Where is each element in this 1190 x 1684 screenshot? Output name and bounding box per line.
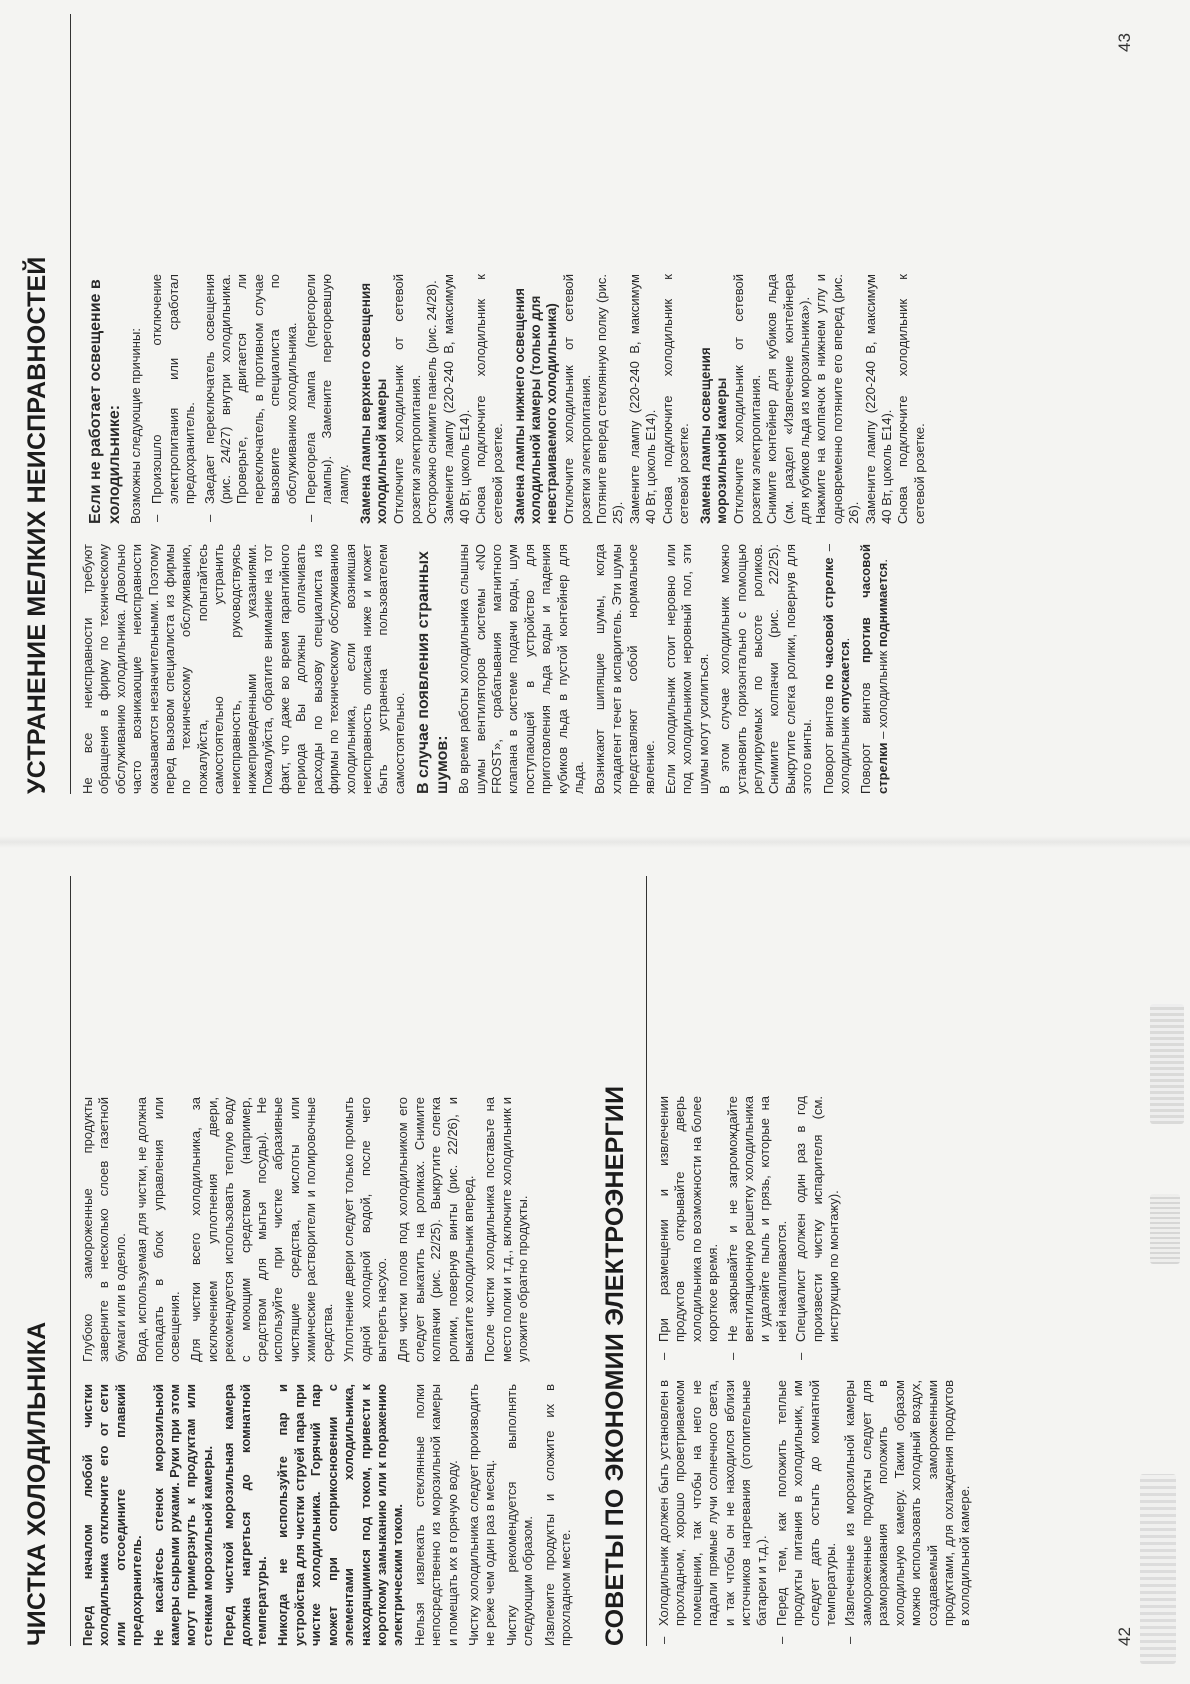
heading-rule [70,876,71,1646]
step: Снова подключите холодильник к сетевой розетке. [895,274,927,524]
step: Замените лампу (220-240 В, максимум 40 Вт, цоколь E14). [626,274,659,524]
text: – холодильник [874,647,890,743]
upper-lamp-heading: Замена лампы верхнего освещения холодильной камеры [358,282,390,524]
paragraph: Извлеките продукты и сложите их в прохладном месте. [541,1384,573,1646]
page-42 [0,842,1190,1684]
light-causes-list [149,274,352,524]
step: Потяните вперед стеклянную полку (рис. 25). [593,274,626,524]
heading-troubleshooting: УСТРАНЕНИЕ МЕЛКИХ НЕИСПРАВНОСТЕЙ [23,256,51,794]
troubleshooting-column-1 [80,544,896,794]
paragraph: Чистку рекомендуется выполнять следующим образом. [503,1384,536,1646]
list-item: – Заедает переключатель освещения (рис. 24/27) внутри холодильника. Проверьте, двигается ли переключатель, в противном случае вызовите специалиста по обслуживанию холодильника. [202,274,300,524]
intro-paragraph: Не все неисправности требуют обращения в фирму по техническому обслуживанию холодильника. Довольно часто возникающие неисправности оказываются незначительными. Поэтому перед вызовом специалиста из фирмы по техническому обслуживанию, пожалуйста, попытайтесь самостоятельно устранить неисправность, руководствуясь нижеприведенными указаниями. Пожалуйста, обратите внимание на тот факт, что даже во время гарантийного периода Вы должны оплачивать расходы по вызову специалиста из фирмы по техническому обслуживанию холодильника, если возникшая неисправность описана ниже и может быть устранена пользователем самостоятельно. [80,544,407,794]
heading-cleaning: ЧИСТКА ХОЛОДИЛЬНИКА [23,1321,51,1646]
paragraph: Чистку холодильника следует производить не реже чем один раз в месяц. [465,1384,498,1646]
step: Снимите контейнер для кубиков льда (см. раздел «Извлечение контейнера для кубиков льда из морозильника»). [764,274,812,524]
step: Замените лампу (220-240 В, максимум 40 Вт, цоколь E14). [440,274,472,524]
list-item: – Перед тем, как положить теплые продукты питания в холодильник, им следует дать остыть до комнатной температуры. [774,1380,840,1646]
gutter-shadow [0,836,1190,848]
paragraph: Уплотнение двери следует только промыть одной холодной водой, после чего вытереть насухо. [341,1097,389,1362]
freezer-lamp-heading: Замена лампы освещения морозильной камеры [698,347,730,524]
paragraph: Поворот винтов по часовой стрелке – холодильник опускается. [820,543,853,794]
step: Нажмите на колпачок в нижнем углу и одновременно потяните его вперед (рис. 26). [813,274,862,524]
saving-column-2 [656,1096,847,1362]
text: по часовой стрелке [820,557,836,690]
step: Замените лампу (220-240 В, максимум 40 Вт, цоколь E14). [862,274,895,524]
text: Поворот винтов [858,662,874,794]
paragraph: Не касайтесь стенок морозильной камеры сырыми руками. Руки при этом могут примерзнуть к продуктам или стенкам морозильной камеры. [150,1384,215,1646]
step: Отключите холодильник от сетевой розетки электропитания. [731,274,763,524]
list-item: – Специалист должен один раз в год произвести чистку испарителя (см. инструкцию по монтажу). [793,1096,842,1362]
paragraph: Перед началом любой чистки холодильника отключите его от сети или отсоедините плавкий предохранитель. [80,1384,145,1646]
paragraph: Вода, используемая для чистки, не должна попадать в блок управления или освещения. [134,1097,183,1362]
heading-rule [646,876,647,1646]
paragraph: Нельзя извлекать стеклянные полки непосредственно из морозильной камеры и помещать их в горячую воду. [411,1384,460,1646]
saving-list-1 [656,1380,974,1646]
heading-energy-saving: СОВЕТЫ ПО ЭКОНОМИИ ЭЛЕКТРОЭНЕРГИИ [601,1085,629,1646]
paragraph: В этом случае холодильник можно установить горизонтально с помощью регулируемых по высоте роликов. Снимите колпачки (рис. 22/25). Выкрутите слегка ролики, повернув для этого винты. [717,544,815,794]
paragraph: Для чистки всего холодильника, за исключением уплотнения двери, рекомендуется использовать теплую воду с моющим средством (например, средством для мытья посуды). Не используйте при чистке абразивные чистящие средства, кислоты или химические растворители и полировочные средства. [188,1097,335,1362]
text: опускается [837,641,853,714]
list-item: – Не закрывайте и не загромождайте вентиляционную решетку холодильника и удаляйте пыль и грязь, которые на ней накапливаются. [725,1096,791,1362]
list-item: – При размещении и извлечении продуктов открывайте дверь холодильника по возможности на более короткое время. [656,1096,722,1362]
text: – холодильник [820,543,853,794]
cleaning-column-1 [80,1384,579,1646]
text: против часовой стрелки [858,544,890,794]
step: Снова подключите холодильник к сетевой розетке. [473,274,505,524]
text: Поворот винтов [820,689,836,794]
paragraph: После чистки холодильника поставьте на место полки и т.д., включите холодильник и уложите обратно продукты. [482,1097,531,1362]
page-number: 42 [1115,1627,1134,1646]
saving-list-2 [656,1096,842,1362]
paragraph: Перед чисткой морозильная камера должна нагреться до комнатной температуры. [221,1384,270,1646]
list-item: – Произошло отключение электропитания или сработал предохранитель. [149,274,198,524]
scan-artifact [1140,1474,1176,1664]
paragraph: Во время работы холодильника слышны шумы вентиляторов системы «NO FROST», срабатывания магнитного клапана в системе подачи воды, шум поступающей в устройство для приготовления льда воды и падения кубиков льда в пустой контейнер для льда. [456,544,586,794]
step: Отключите холодильник от сетевой розетки электропитания. [391,274,423,524]
paragraph: Глубоко замороженные продукты заверните в несколько слоев газетной бумаги или в одеяло. [80,1097,128,1362]
paragraph: Никогда не используйте пар и устройства для чистки струей пара при чистке холодильника. Горячий пар может при соприкосновении с элементами холодильника, находящимися под током, привести к короткому замыканию или к поражению электрическим током. [275,1384,406,1646]
paragraph: Возникают шипящие шумы, когда хладагент течет в испаритель. Эти шумы представляют собой нормальное явление. [592,544,657,794]
list-item: – Извлеченные из морозильной камеры замороженные продукты следует для размораживания положить в холодильную камеру. Таким образом можно использовать холодный воздух, создаваемый замороженными продуктами, для охлаждения продуктов в холодильной камере. [842,1380,973,1646]
light-heading: Если не работает освещение в холодильнике: [87,279,123,524]
step: Осторожно снимите панель (рис. 24/28). [424,280,440,524]
scan-artifact [1150,1004,1184,1124]
list-item: – Перегорела лампа (перегорели лампы). Замените перегоревшую лампу. [303,274,352,524]
text: поднимается [874,562,890,648]
paragraph: Поворот винтов против часовой стрелки – холодильник поднимается. [858,544,890,794]
list-item: – Холодильник должен быть установлен в прохладном, хорошо проветриваемом помещении, так чтобы на него не падали прямые лучи солнечного света, и так чтобы он не находился вблизи источников нагревания (отопительные батареи и т.д.). [656,1380,771,1646]
paragraph: Если холодильник стоит неровно или под холодильником неровный пол, эти шумы могут усилиться. [663,544,711,794]
step: Отключите холодильник от сетевой розетки электропитания. [561,274,593,524]
lower-lamp-heading: Замена лампы нижнего освещения холодильной камеры (только для невстраиваемого холодильника) [512,288,560,524]
page-number: 43 [1115,33,1134,52]
scan-artifact [1150,1194,1180,1264]
paragraph: Для чистки полов под холодильником его следует выкатить на роликах. Снимите колпачки (рис. 22/25). Выкрутите слегка ролики, повернув винты (рис. 22/26), и выкатите холодильник вперед. [395,1097,476,1362]
paragraph: Возможны следующие причины: [128,328,143,524]
noise-heading: В случае появления странных шумов: [415,551,452,794]
saving-column-1 [656,1380,979,1646]
troubleshooting-column-2 [80,274,933,524]
heading-rule [70,14,71,794]
cleaning-column-2 [80,1097,537,1362]
step: Снова подключите холодильник к сетевой розетке. [659,274,691,524]
